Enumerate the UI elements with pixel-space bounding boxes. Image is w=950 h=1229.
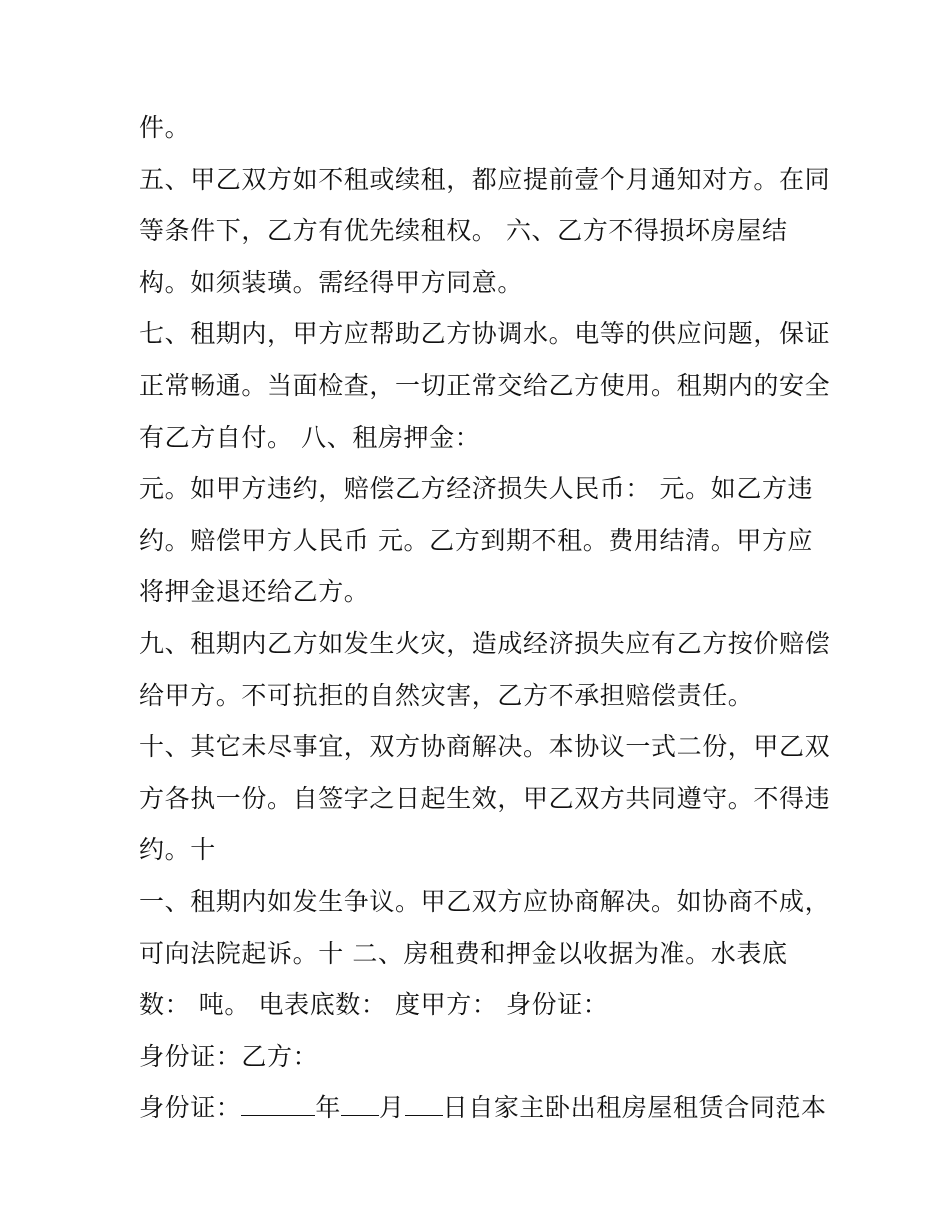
text-line: 一、租期内如发生争议。甲乙双方应协商解决。如协商不成，	[139, 886, 831, 916]
text-line: 将押金退还给乙方。	[139, 577, 370, 607]
text-line: 方各执一份。自签字之日起生效，甲乙双方共同遵守。不得违	[139, 783, 831, 813]
text-line: 正常畅通。当面检查，一切正常交给乙方使用。租期内的安全	[139, 370, 831, 400]
text-line: 件。	[139, 113, 191, 142]
text-line: 数： 吨。 电表底数： 度甲方： 身份证：	[139, 990, 609, 1020]
day-and-title-text: 日自家主卧出租房屋租赁合同范本	[442, 1093, 827, 1123]
text-line: 可向法院起诉。十 二、房租费和押金以收据为准。水表底	[139, 938, 788, 968]
text-line: 构。如须装璜。需经得甲方同意。	[139, 267, 524, 297]
text-line: 给甲方。不可抗拒的自然灾害，乙方不承担赔偿责任。	[139, 680, 754, 710]
text-line: 九、租期内乙方如发生火灾，造成经济损失应有乙方按价赔偿	[139, 628, 831, 658]
text-line: 五、甲乙双方如不租或续租，都应提前壹个月通知对方。在同	[139, 164, 831, 194]
text-line: 有乙方自付。 八、租房押金：	[139, 422, 481, 452]
text-line: 等条件下，乙方有优先续租权。 六、乙方不得损坏房屋结	[139, 216, 788, 246]
text-line: 十、其它未尽事宜，双方协商解决。本协议一式二份，甲乙双	[139, 732, 831, 762]
month-label: 月	[379, 1093, 405, 1123]
text-line: 约。十	[139, 835, 216, 865]
month-blank	[341, 1089, 379, 1116]
text-line: 约。赔偿甲方人民币 元。乙方到期不租。费用结清。甲方应	[139, 525, 814, 555]
year-label: 年	[315, 1093, 342, 1123]
year-blank	[241, 1089, 315, 1116]
id-card-label: 身份证：	[139, 1093, 242, 1123]
text-line: 元。如甲方违约，赔偿乙方经济损失人民币： 元。如乙方违	[139, 474, 814, 504]
text-line: 身份证：乙方：	[139, 1041, 319, 1071]
text-line: 七、租期内，甲方应帮助乙方协调水。电等的供应问题，保证	[139, 319, 831, 349]
signature-date-line	[139, 1088, 827, 1140]
contract-body	[139, 108, 831, 1140]
day-blank	[405, 1089, 443, 1116]
